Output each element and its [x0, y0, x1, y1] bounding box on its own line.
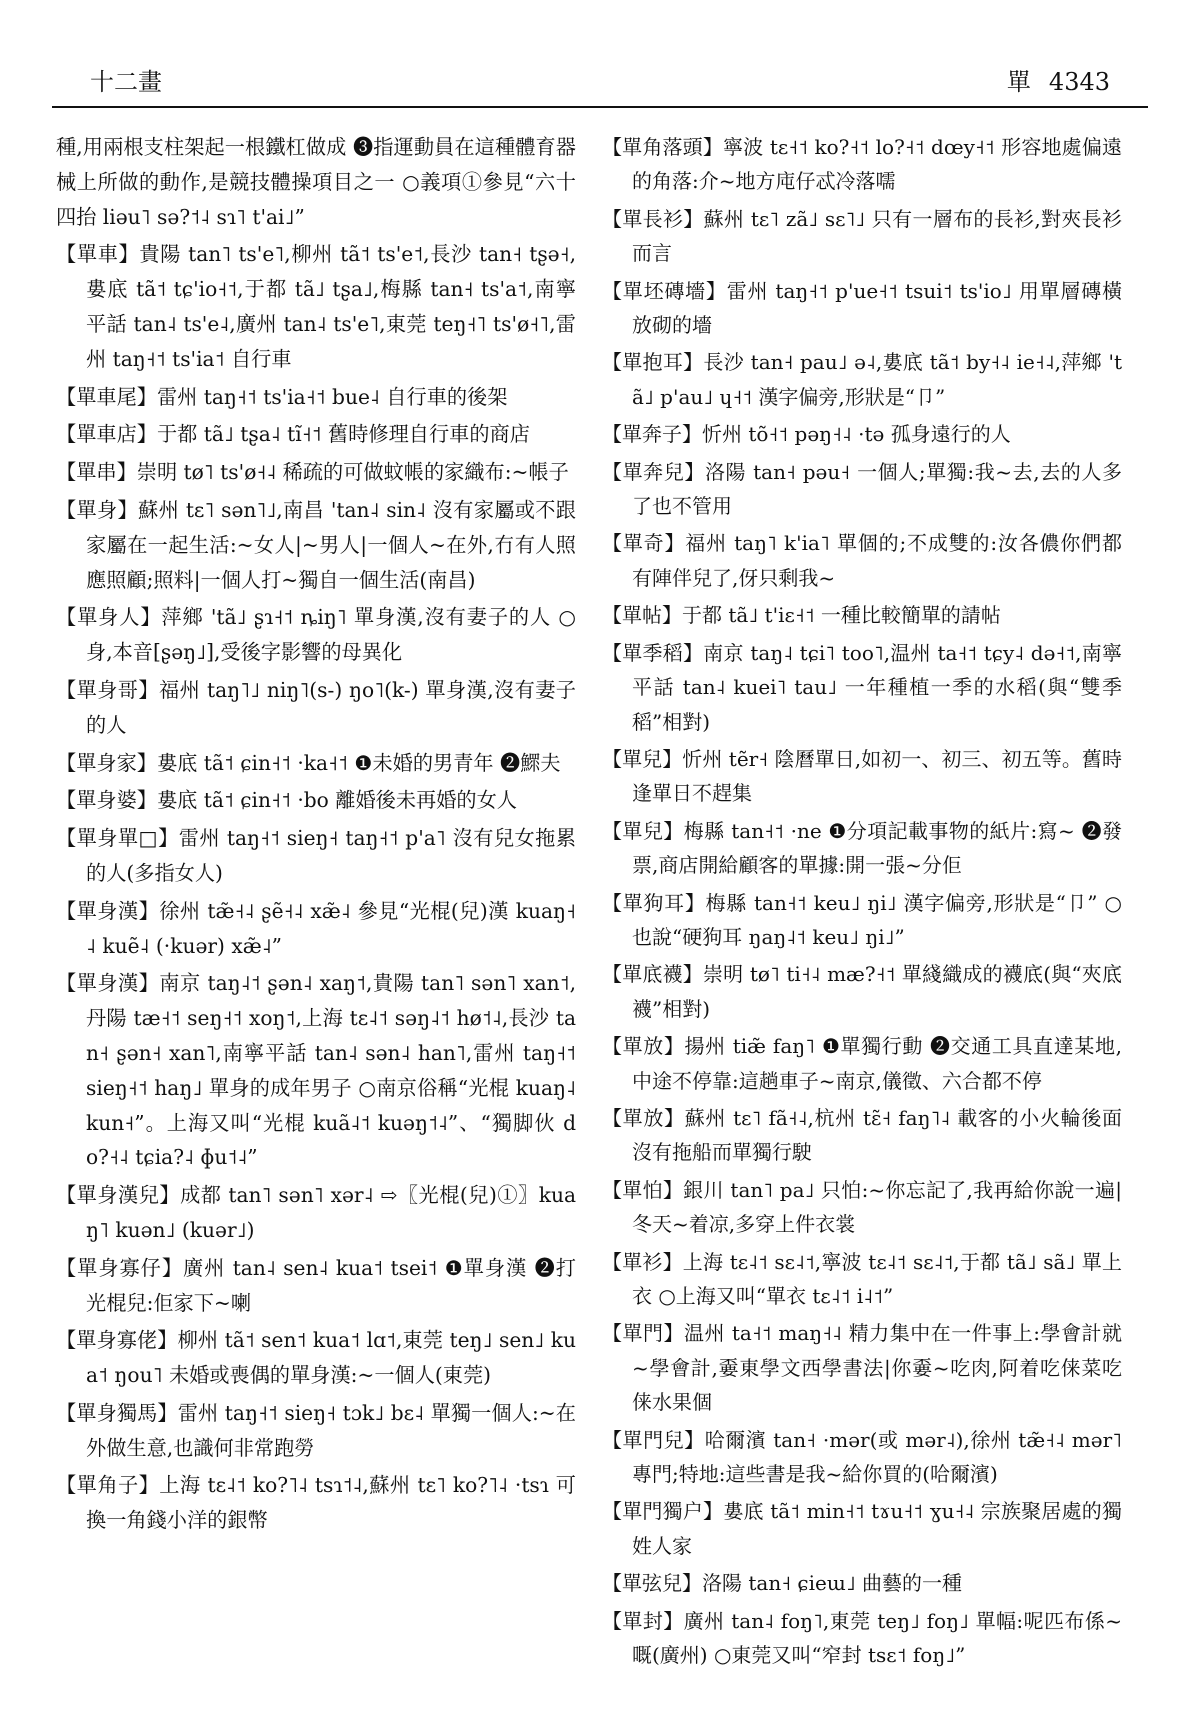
dictionary-entry: 【單角落頭】寧波 tɛ˧˦ ko?˧˦ lo?˧˦ dœy˧˦ 形容地處偏遠的角落:介~地方庉仔忒冷落嚅: [602, 135, 1122, 194]
dictionary-entry: 【單兒】梅縣 tan˧˦ ·ne ❶分項記載事物的紙片:寫~ ❷發票,商店開給顧客的單據:開一張~分佢: [602, 818, 1122, 878]
header-rule: [52, 106, 1148, 108]
dictionary-entry: 【單身】蘇州 tɛ˥ sən˥˩,南昌 'tan˨ sin˨ 沒有家屬或不跟家屬在一起生活:~女人|~男人|一個人~在外,冇有人照應照顧;照料|一個人打~獨自一個生活(南昌): [56, 497, 576, 592]
dictionary-entry: 【單串】崇明 tø˥ ts'ø˧˨ 稀疏的可做蚊帳的家織布:~帳子: [56, 460, 569, 485]
page-header: [52, 62, 1148, 102]
dictionary-entry: 【單狗耳】梅縣 tan˧˦ keu˩ ŋi˩ 漢字偏旁,形狀是“卩” ○也說“硬狗耳 ŋaŋ˨˦ keu˩ ŋi˩”: [602, 890, 1122, 949]
dictionary-entry: 【單弦兒】洛陽 tan˧ ɕieɯ˩ 曲藝的一種: [602, 1571, 963, 1596]
dictionary-entry: 【單抱耳】長沙 tan˧ pau˩ ə˨,婁底 tã˦ by˧˨ ie˧˨,萍鄉 'tã˩ p'au˩ ɥ˧˦ 漢字偏旁,形狀是“卩”: [602, 350, 1122, 409]
dictionary-entry: 【單封】廣州 tan˨ foŋ˥,東莞 teŋ˩ foŋ˩ 單幅:呢匹布係~嘅(廣州) ○東莞又叫“窄封 tsɛ˦ foŋ˩”: [602, 1608, 1122, 1668]
dictionary-entry: 【單奇】福州 taŋ˥ k'ia˥ 單個的;不成雙的:汝各儂你們都有陣伴兒了,伢只剩我~: [602, 531, 1122, 590]
dictionary-entry: 【單衫】上海 tɛ˨˦ sɛ˨˦,寧波 tɛ˨˦ sɛ˨˦,于都 tã˩ sã˩ 單上衣 ○上海又叫“單衣 tɛ˨˦ i˨˦”: [602, 1249, 1122, 1308]
dictionary-entry: 【單車尾】雷州 taŋ˧˦ ts'ia˧˦ bue˨ 自行車的後架: [56, 384, 508, 409]
dictionary-entry: 【單放】蘇州 tɛ˥ fã˧˨,杭州 tɛ̃˧ faŋ˥˨ 載客的小火輪後面沒有拖船而單獨行駛: [602, 1105, 1122, 1165]
dictionary-entry: 【單帖】于都 tã˩ t'iɛ˧˦ 一種比較簡單的請帖: [602, 603, 1001, 628]
dictionary-entry: 【單身獨馬】雷州 taŋ˧˦ sieŋ˧ tɔk˩ bɛ˨ 單獨一個人:~在外做生意,也識何非常跑勞: [56, 1400, 576, 1460]
right-column: [602, 130, 1122, 1680]
entry-continuation: 種,用兩根支柱架起一根鐵杠做成 ❸指運動員在這種體育器械上所做的動作,是競技體操項目之一 ○義項①參見“六十四抬 liəu˥ sə?˦˨ sɿ˥ t'ai˩”: [56, 135, 576, 229]
dictionary-entry: 【單季稻】南京 taŋ˨ tɕi˥ too˥,温州 ta˧˦ tɕy˨ də˧˦,南寧平話 tan˨ kuei˥ tau˩ 一年種植一季的水稻(與“雙季稻”相對): [602, 640, 1122, 734]
dictionary-entry: 【單身漢兒】成都 tan˥ sən˥ xər˨ ⇨〖光棍(兒)①〗kuaŋ˥ kuən˩ (kuər˩): [56, 1183, 576, 1242]
dictionary-entry: 【單身寡仔】廣州 tan˨ sen˨ kua˦ tsei˦ ❶單身漢 ❷打光棍兒:佢家下~喇: [56, 1255, 576, 1315]
heading-character: 單: [1006, 68, 1031, 96]
dictionary-entry: 【單底襪】崇明 tø˥ ti˧˨ mæ?˧˦ 單綫織成的襪底(與“夾底襪”相對): [602, 962, 1122, 1021]
dictionary-entry: 【單身漢】南京 taŋ˨˦ ʂən˨ xaŋ˦,貴陽 tan˥ sən˥ xan˦,丹陽 tæ˧˦ seŋ˧˦ xoŋ˦,上海 tɛ˨˦ səŋ˨˦ hø˦˨,長沙 tan˧ ʂən˧ xan˥,南寧平話 tan˨ sən˨ han˥,雷州 taŋ˧˦ sieŋ˧˦ haŋ˩ 單身的成年男子 ○南京俗稱“光棍 kuaŋ˨ kun˧”。上海又叫“光棍 kuã˨˦ kuəŋ˦˨”、“獨脚伙 do?˧˨ tɕia?˨ ɸu˦˨”: [56, 971, 576, 1170]
dictionary-entry: 【單奔子】忻州 tõ˧˦ pəŋ˧˨ ·tə 孤身遠行的人: [602, 422, 1011, 447]
dictionary-entry: 【單放】揚州 tiæ̃ faŋ˥ ❶單獨行動 ❷交通工具直達某地,中途不停靠:這趟車子~南京,儀徵、六合都不停: [602, 1034, 1122, 1093]
page-number: 4343: [1048, 68, 1110, 96]
dictionary-entry: 【單身家】婁底 tã˦ ɕin˧˦ ·ka˧˦ ❶未婚的男青年 ❷鰥夫: [56, 750, 561, 775]
dictionary-entry: 【單車】貴陽 tan˥ ts'e˥,柳州 tã˦ ts'e˦,長沙 tan˧ tʂə˧,婁底 tã˦ tɕ'io˧˦,于都 tã˩ tʂa˩,梅縣 tan˧ ts'a˦,南寧平話 tan˨ ts'e˨,廣州 tan˨ ts'e˥,東莞 teŋ˧˥ ts'ø˧˥,雷州 taŋ˧˦ ts'ia˦ 自行車: [56, 242, 576, 371]
dictionary-entry: 【單身單□】雷州 taŋ˧˦ sieŋ˧ taŋ˧˦ p'a˥ 沒有兒女拖累的人(多指女人): [56, 826, 576, 885]
dictionary-entry: 【單兒】忻州 tẽr˧ 陰曆單日,如初一、初三、初五等。舊時逢單日不趕集: [602, 746, 1122, 806]
dictionary-entry: 【單車店】于都 tã˩ tʂa˨ tĩ˧˦ 舊時修理自行車的商店: [56, 422, 530, 447]
page-heading: [1007, 62, 1110, 102]
dictionary-entry: 【單奔兒】洛陽 tan˧ pəu˧ 一個人;單獨:我~去,去的人多了也不管用: [602, 459, 1122, 519]
dictionary-entry: 【單怕】銀川 tan˥ pa˩ 只怕:~你忘記了,我再給你說一遍|冬天~着凉,多穿上件衣裳: [602, 1177, 1122, 1237]
dictionary-entry: 【單角子】上海 tɛ˨˦ ko?˥˨ tsɿ˦˨,蘇州 tɛ˥ ko?˥˨ ·tsɿ 可換一角錢小洋的銀幣: [56, 1473, 576, 1533]
left-column: [56, 130, 576, 1680]
dictionary-entry: 【單身漢】徐州 tæ̃˧˨ ʂẽ˧˨ xæ̃˨ 參見“光棍(兒)漢 kuaŋ˧˨ kuẽ˨ (·kuər) xæ̃˨”: [56, 898, 576, 958]
dictionary-entry: 【單門兒】哈爾濱 tan˧ ·mər(或 mər˨),徐州 tæ̃˧˨ mər˥ 專門;特地:這些書是我~給你買的(哈爾濱): [602, 1427, 1122, 1487]
dictionary-entry: 【單坯磚墻】雷州 taŋ˧˦ p'ue˧˦ tsui˦ ts'io˩ 用單層磚橫放砌的墻: [602, 278, 1122, 338]
dictionary-entry: 【單身哥】福州 taŋ˥˩ niŋ˥(s-) ŋo˥(k-) 單身漢,沒有妻子的人: [56, 677, 576, 737]
dictionary-entry: 【單長衫】蘇州 tɛ˥ zã˩ sɛ˥˩ 只有一層布的長衫,對夾長衫而言: [602, 206, 1122, 266]
dictionary-entry: 【單門】温州 ta˧˦ maŋ˧˨ 精力集中在一件事上:學會計就~學會計,嫑東學文西學書法|你嫑~吃肉,阿着吃俫菜吃俫水果個: [602, 1321, 1122, 1415]
stroke-count-heading: 十二畫: [90, 68, 162, 96]
dictionary-entry: 【單身寡佬】柳州 tã˦ sen˦ kua˦ lɑ˦,東莞 teŋ˩ sen˩ kua˦ ŋou˥ 未婚或喪偶的單身漢:~一個人(東莞): [56, 1328, 576, 1388]
dictionary-entry: 【單門獨户】婁底 tã˦ min˧˦ tɤu˧˦ ɣu˧˨ 宗族聚居處的獨姓人家: [602, 1499, 1122, 1558]
dictionary-entry: 【單身人】萍鄉 'tã˩ ʂɿ˧˦ ȵiŋ˥ 單身漢,沒有妻子的人 ○身,本音[ʂəŋ˩],受後字影響的母異化: [56, 605, 576, 665]
dictionary-entry: 【單身婆】婁底 tã˦ ɕin˧˦ ·bo 離婚後未再婚的女人: [56, 788, 517, 813]
